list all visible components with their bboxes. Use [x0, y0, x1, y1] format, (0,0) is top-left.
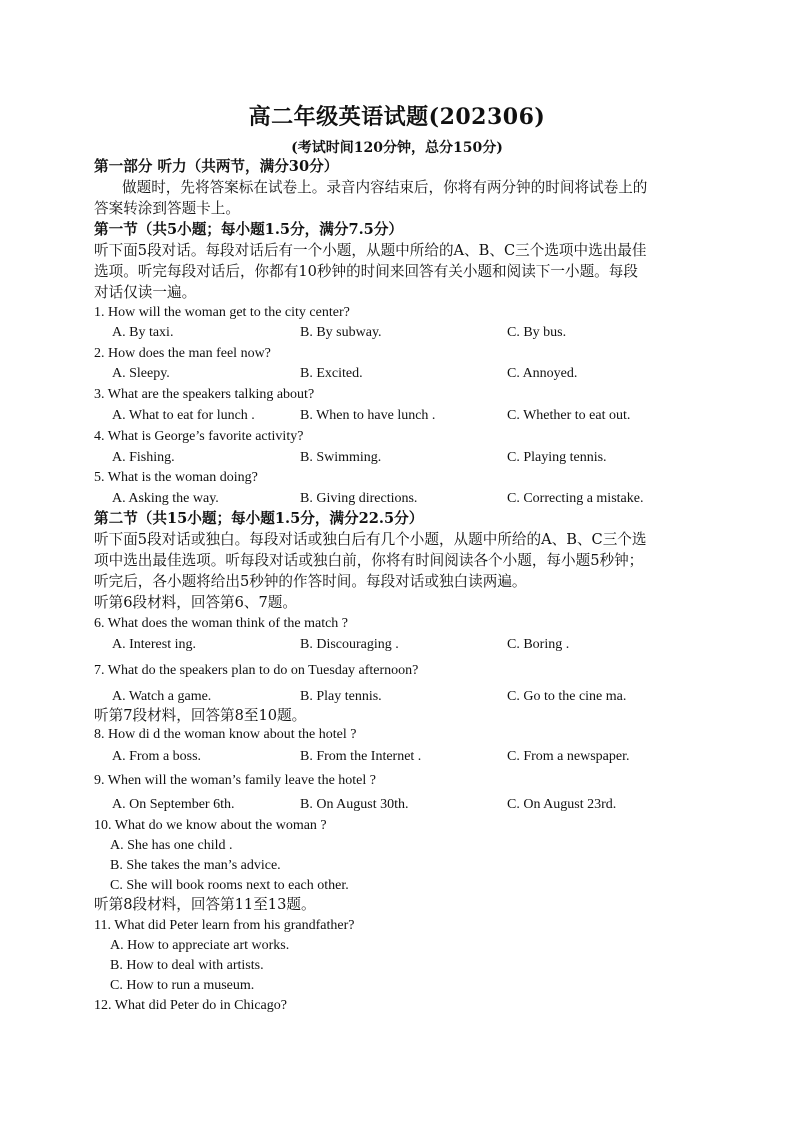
section2-instr-line1: 听下面5段对话或独白。每段对话或独白后有几个小题，从题中所给的A、B、C三个选 [94, 531, 647, 548]
question-4: 4. What is George’s favorite activity? [94, 429, 304, 444]
q11-option-a: A. How to appreciate art works. [110, 938, 290, 953]
q4-option-b: B. Swimming. [300, 450, 382, 465]
material-6-heading: 听第6段材料，回答第6、7题。 [94, 594, 297, 611]
q2-option-c: C. Annoyed. [507, 366, 578, 381]
q5-option-c: C. Correcting a mistake. [507, 491, 644, 506]
q7-option-b: B. Play tennis. [300, 689, 382, 704]
q3-option-b: B. When to have lunch . [300, 408, 436, 423]
question-8: 8. How di d the woman know about the hotel ? [94, 727, 357, 742]
page-title: 高二年级英语试题(202306) [248, 104, 546, 130]
question-12: 12. What did Peter do in Chicago? [94, 998, 287, 1013]
q1-option-c: C. By bus. [507, 325, 567, 340]
q5-option-b: B. Giving directions. [300, 491, 418, 506]
part1-intro-line2: 答案转涂到答题卡上。 [94, 200, 240, 217]
section1-instr-line3: 对话仅读一遍。 [94, 284, 197, 301]
q6-option-c: C. Boring . [507, 637, 570, 652]
q11-option-b: B. How to deal with artists. [110, 958, 264, 973]
exam-info: (考试时间120分钟，总分150分) [291, 140, 503, 156]
section2-instr-line2: 项中选出最佳选项。听每段对话或独白前，你将有时间阅读各个小题，每小题5秒钟； [94, 552, 644, 569]
q9-option-c: C. On August 23rd. [507, 797, 617, 812]
q1-option-a: A. By taxi. [112, 325, 174, 340]
question-2: 2. How does the man feel now? [94, 346, 271, 361]
q9-option-a: A. On September 6th. [112, 797, 235, 812]
section2-instr-line3: 听完后，各小题将给出5秒钟的作答时间。每段对话或独白读两遍。 [94, 573, 527, 590]
q2-option-b: B. Excited. [300, 366, 363, 381]
question-6: 6. What does the woman think of the match ? [94, 616, 349, 631]
question-3: 3. What are the speakers talking about? [94, 387, 315, 402]
q6-option-b: B. Discouraging . [300, 637, 399, 652]
q7-option-c: C. Go to the cine ma. [507, 689, 627, 704]
question-7: 7. What do the speakers plan to do on Tuesday afternoon? [94, 663, 419, 678]
question-9: 9. When will the woman’s family leave the hotel ? [94, 773, 376, 788]
question-1: 1. How will the woman get to the city center? [94, 305, 350, 320]
q4-option-c: C. Playing tennis. [507, 450, 607, 465]
material-7-heading: 听第7段材料，回答第8至10题。 [94, 707, 307, 724]
section1-instr-line1: 听下面5段对话。每段对话后有一个小题，从题中所给的A、B、C三个选项中选出最佳 [94, 242, 647, 259]
q3-option-c: C. Whether to eat out. [507, 408, 631, 423]
q9-option-b: B. On August 30th. [300, 797, 409, 812]
question-10: 10. What do we know about the woman ? [94, 818, 327, 833]
question-5: 5. What is the woman doing? [94, 470, 258, 485]
q8-option-c: C. From a newspaper. [507, 749, 630, 764]
q4-option-a: A. Fishing. [112, 450, 175, 465]
q8-option-b: B. From the Internet . [300, 749, 422, 764]
q3-option-a: A. What to eat for lunch . [112, 408, 255, 423]
q10-option-b: B. She takes the man’s advice. [110, 858, 281, 873]
q1-option-b: B. By subway. [300, 325, 382, 340]
section2-heading: 第二节（共15小题；每小题1.5分，满分22.5分） [94, 510, 424, 527]
q7-option-a: A. Watch a game. [112, 689, 212, 704]
material-8-heading: 听第8段材料，回答第11至13题。 [94, 896, 316, 913]
section1-instr-line2: 选项。听完每段对话后，你都有10秒钟的时间来回答有关小题和阅读下一小题。每段 [94, 263, 638, 280]
question-11: 11. What did Peter learn from his grandfather? [94, 918, 355, 933]
q8-option-a: A. From a boss. [112, 749, 202, 764]
q11-option-c: C. How to run a museum. [110, 978, 255, 993]
q10-option-a: A. She has one child . [110, 838, 233, 853]
part1-intro-line1: 做题时，先将答案标在试卷上。录音内容结束后，你将有两分钟的时间将试卷上的 [122, 179, 648, 196]
q2-option-a: A. Sleepy. [112, 366, 170, 381]
q10-option-c: C. She will book rooms next to each other. [110, 878, 349, 893]
q5-option-a: A. Asking the way. [112, 491, 219, 506]
q6-option-a: A. Interest ing. [112, 637, 196, 652]
part1-heading: 第一部分 听力（共两节，满分30分） [94, 158, 339, 175]
section1-heading: 第一节（共5小题；每小题1.5分，满分7.5分） [94, 221, 404, 238]
